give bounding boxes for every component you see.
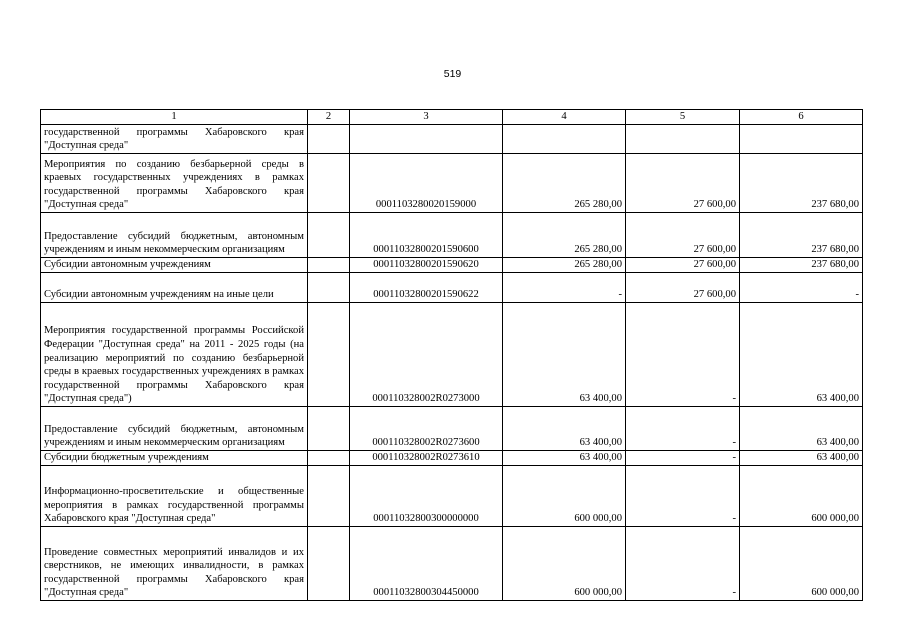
- table-row: [41, 407, 863, 451]
- row-value-4: 265 280,00: [503, 154, 626, 213]
- row-code: 00011032800201590620: [350, 258, 503, 273]
- row-col2: [308, 303, 350, 407]
- column-header-1: 1: [41, 110, 308, 125]
- row-value-6: -: [740, 273, 863, 303]
- row-code: 0001103280020159000: [350, 154, 503, 213]
- row-name: Предоставление субсидий бюджетным, автономным учреждениям и иным некоммерческим организациям: [41, 407, 308, 451]
- row-value-6: 63 400,00: [740, 451, 863, 466]
- row-col2: [308, 125, 350, 154]
- row-col2: [308, 213, 350, 258]
- row-col2: [308, 407, 350, 451]
- row-value-5: 27 600,00: [626, 273, 740, 303]
- page-number: 519: [443, 68, 462, 80]
- row-value-5: -: [626, 527, 740, 601]
- row-col2: [308, 258, 350, 273]
- row-col2: [308, 466, 350, 527]
- row-col2: [308, 527, 350, 601]
- row-value-6: 600 000,00: [740, 527, 863, 601]
- column-header-3: 3: [350, 110, 503, 125]
- row-value-6: 63 400,00: [740, 303, 863, 407]
- column-header-2: 2: [308, 110, 350, 125]
- table-row: [41, 466, 863, 527]
- table-row: [41, 303, 863, 407]
- table-row: [41, 451, 863, 466]
- row-code: 00011032800304450000: [350, 527, 503, 601]
- row-name: Субсидии автономным учреждениям: [41, 258, 308, 273]
- row-value-4: 63 400,00: [503, 303, 626, 407]
- row-code: 000110328002R0273000: [350, 303, 503, 407]
- row-value-5: -: [626, 451, 740, 466]
- row-name: Субсидии бюджетным учреждениям: [41, 451, 308, 466]
- row-value-6: 63 400,00: [740, 407, 863, 451]
- row-value-4: 600 000,00: [503, 466, 626, 527]
- row-value-5: 27 600,00: [626, 154, 740, 213]
- row-code: 000110328002R0273610: [350, 451, 503, 466]
- row-value-5: 27 600,00: [626, 213, 740, 258]
- row-value-4: 63 400,00: [503, 407, 626, 451]
- table-row: [41, 213, 863, 258]
- row-value-5: -: [626, 303, 740, 407]
- row-col2: [308, 154, 350, 213]
- row-value-6: 600 000,00: [740, 466, 863, 527]
- row-value-4: 265 280,00: [503, 258, 626, 273]
- row-code: 00011032800300000000: [350, 466, 503, 527]
- row-name: Предоставление субсидий бюджетным, автономным учреждениям и иным некоммерческим организациям: [41, 213, 308, 258]
- row-value-5: [626, 125, 740, 154]
- row-col2: [308, 451, 350, 466]
- row-value-4: 600 000,00: [503, 527, 626, 601]
- table-row: [41, 273, 863, 303]
- column-header-6: 6: [740, 110, 863, 125]
- row-code: 000110328002R0273600: [350, 407, 503, 451]
- row-code: [350, 125, 503, 154]
- row-value-4: 265 280,00: [503, 213, 626, 258]
- row-col2: [308, 273, 350, 303]
- row-name: Мероприятия по созданию безбарьерной среды в краевых государственных учреждениях в рамках государственной программы Хабаровского края "Доступная среда": [41, 154, 308, 213]
- row-value-6: [740, 125, 863, 154]
- row-value-5: -: [626, 407, 740, 451]
- column-header-5: 5: [626, 110, 740, 125]
- row-name: Субсидии автономным учреждениям на иные цели: [41, 273, 308, 303]
- table-row: [41, 125, 863, 154]
- row-name: Проведение совместных мероприятий инвалидов и их сверстников, не имеющих инвалидности, в рамках государственной программы Хабаровского края "Доступная среда": [41, 527, 308, 601]
- budget-table: [40, 109, 863, 601]
- row-name: государственной программы Хабаровского края "Доступная среда": [41, 125, 308, 154]
- row-value-4: -: [503, 273, 626, 303]
- row-value-6: 237 680,00: [740, 154, 863, 213]
- row-value-5: -: [626, 466, 740, 527]
- row-name: Информационно-просветительские и общественные мероприятия в рамках государственной программы Хабаровского края "Доступная среда": [41, 466, 308, 527]
- row-value-6: 237 680,00: [740, 258, 863, 273]
- row-value-5: 27 600,00: [626, 258, 740, 273]
- table-row: [41, 258, 863, 273]
- table-header-row: [41, 110, 863, 125]
- row-code: 00011032800201590600: [350, 213, 503, 258]
- row-code: 00011032800201590622: [350, 273, 503, 303]
- column-header-4: 4: [503, 110, 626, 125]
- row-name: Мероприятия государственной программы Российской Федерации "Доступная среда" на 2011 - 2025 годы (на реализацию мероприятий по созданию безбарьерной среды в краевых государственных учреждениях в рамках государственной программы Хабаровского края "Доступная среда"): [41, 303, 308, 407]
- row-value-6: 237 680,00: [740, 213, 863, 258]
- table-row: [41, 527, 863, 601]
- row-value-4: 63 400,00: [503, 451, 626, 466]
- row-value-4: [503, 125, 626, 154]
- table-row: [41, 154, 863, 213]
